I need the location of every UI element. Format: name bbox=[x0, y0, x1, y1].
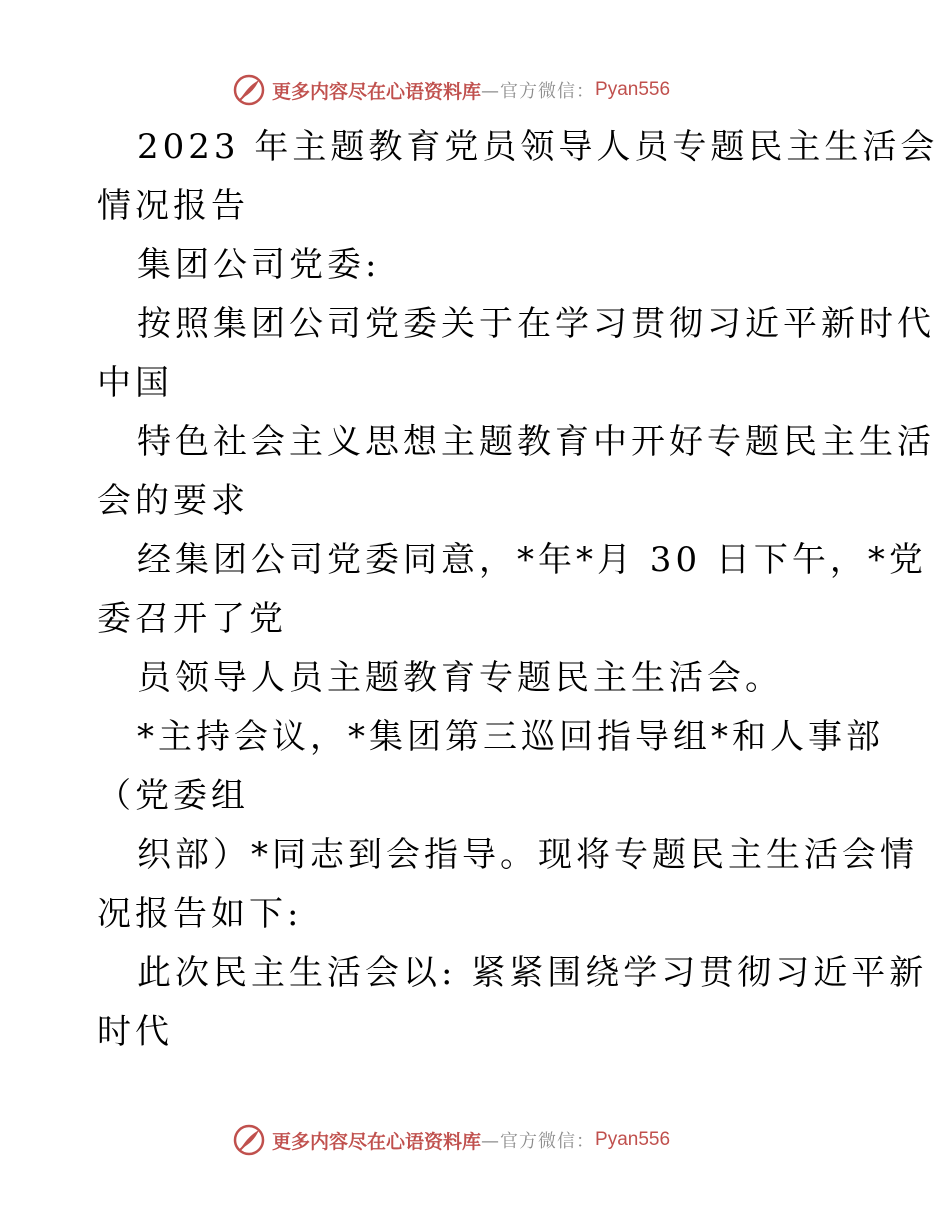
paragraph-line: （党委组 bbox=[97, 776, 249, 816]
paragraph-line: 委召开了党 bbox=[97, 599, 287, 639]
paragraph-line: 中国 bbox=[97, 363, 173, 403]
paragraph-line: 此次民主生活会以: 紧紧围绕学习贯彻习近平新 bbox=[137, 953, 928, 993]
feather-pen-logo-icon bbox=[232, 73, 266, 107]
paragraph-line: 按照集团公司党委关于在学习贯彻习近平新时代 bbox=[137, 304, 935, 344]
feather-pen-logo-icon bbox=[232, 1123, 266, 1157]
paragraph-line: *主持会议，*集团第三巡回指导组*和人事部 bbox=[137, 717, 884, 757]
doc-title-line-2: 情况报告 bbox=[97, 186, 249, 226]
salutation: 集团公司党委: bbox=[137, 245, 381, 285]
watermark-wechat-label: —官方微信： bbox=[481, 81, 596, 102]
doc-title-line-1: 2023 年主题教育党员领导人员专题民主生活会 bbox=[137, 127, 939, 167]
header-watermark bbox=[232, 72, 670, 108]
paragraph-line: 经集团公司党委同意，*年*月 30 日下午，*党 bbox=[137, 540, 927, 580]
watermark-site-text: 更多内容尽在心语资料库 bbox=[272, 1130, 482, 1153]
watermark-wechat-label: —官方微信： bbox=[481, 1131, 596, 1152]
paragraph-line: 时代 bbox=[97, 1012, 173, 1052]
watermark-wechat-id: Pyan556 bbox=[595, 79, 671, 100]
watermark-wechat-id: Pyan556 bbox=[595, 1129, 671, 1150]
document-body bbox=[97, 118, 939, 1062]
paragraph-line: 特色社会主义思想主题教育中开好专题民主生活 bbox=[137, 422, 935, 462]
paragraph-line: 况报告如下: bbox=[97, 894, 303, 934]
paragraph-line: 员领导人员主题教育专题民主生活会。 bbox=[137, 658, 783, 698]
paragraph-line: 织部）*同志到会指导。现将专题民主生活会情 bbox=[137, 835, 918, 875]
footer-watermark bbox=[232, 1122, 670, 1158]
watermark-site-text: 更多内容尽在心语资料库 bbox=[272, 80, 482, 103]
paragraph-line: 会的要求 bbox=[97, 481, 249, 521]
